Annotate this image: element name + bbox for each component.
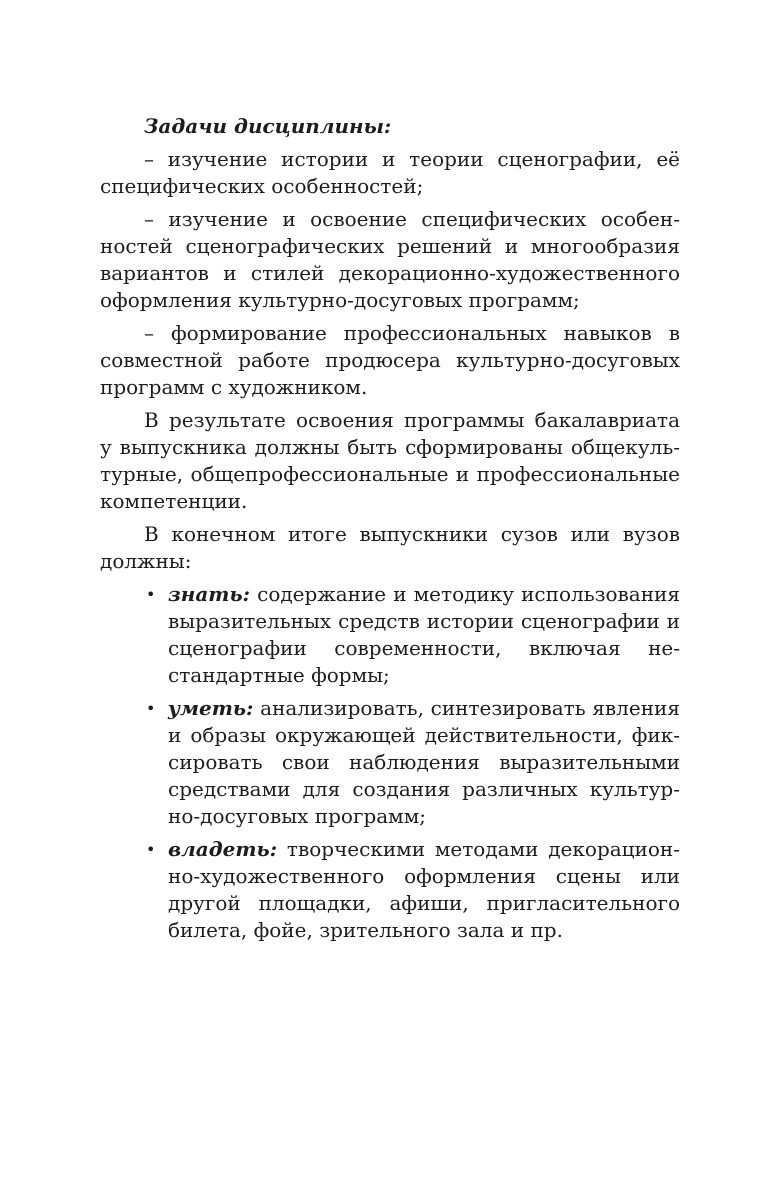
bullet-icon: • bbox=[146, 585, 156, 604]
bullet-icon: • bbox=[146, 840, 156, 859]
outcome-text: анализировать, синтезировать явления и образы окружающей действительности, фиксировать свои наблюдения выразительными средствами для создания различных культурно-досуговых программ; bbox=[168, 696, 680, 828]
results-paragraph: В результате освоения программы бакалавриата у выпускника должны быть сформированы общекультурные, общепрофессиональные и профессиональные компетенции. bbox=[100, 408, 680, 513]
outcome-term: знать: bbox=[168, 582, 251, 606]
outcome-can bbox=[146, 695, 680, 830]
section-heading: Задачи дисциплины: bbox=[144, 114, 392, 138]
outcome-text: содержание и методику использования выразительных средств истории сценографии и сценографии современности, включая нестандартные формы; bbox=[168, 582, 680, 687]
graduates-paragraph: В конечном итоге выпускники сузов или вузов должны: bbox=[100, 522, 680, 573]
outcome-text: творческими методами декорационно-художественного оформления сцены или другой площадки, афиши, пригласительного билета, фойе, зрительного зала и пр. bbox=[168, 837, 680, 942]
task-item-3: – формирование профессиональных навыков в совместной работе продюсера культурно-досуговых программ с художником. bbox=[100, 321, 680, 399]
page-body bbox=[100, 113, 680, 950]
bullet-icon: • bbox=[146, 699, 156, 718]
outcome-master bbox=[146, 836, 680, 944]
task-item-1: – изучение истории и теории сценографии, её специфических особенностей; bbox=[100, 147, 680, 198]
outcomes-list bbox=[100, 581, 680, 944]
outcome-know bbox=[146, 581, 680, 689]
outcome-term: уметь: bbox=[168, 696, 254, 720]
outcome-term: владеть: bbox=[168, 837, 278, 861]
task-item-2: – изучение и освоение специфических особенностей сценографических решений и многообразия вариантов и стилей декорационно-художественного оформления культурно-досуговых программ; bbox=[100, 207, 680, 312]
